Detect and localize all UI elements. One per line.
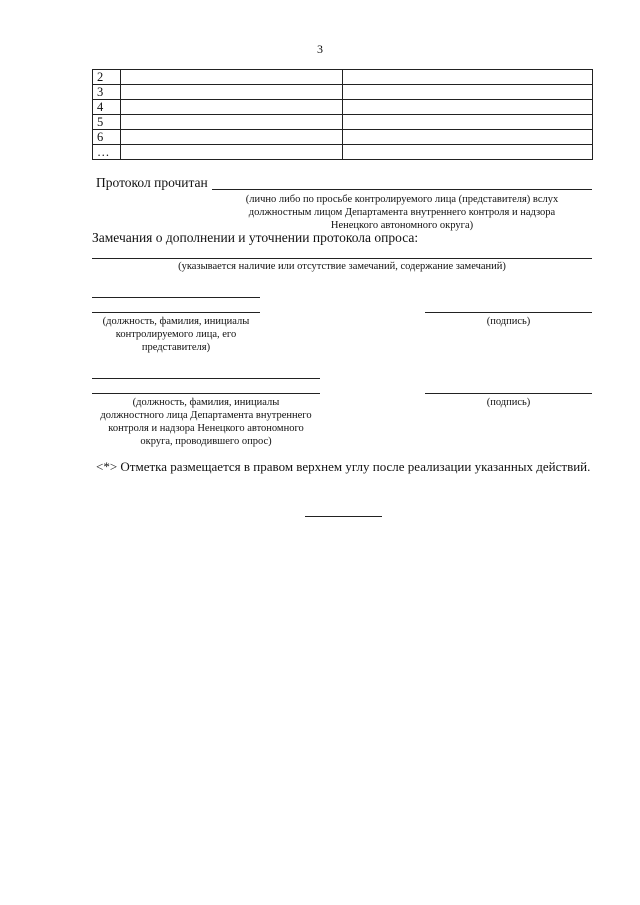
footnote: <*> Отметка размещается в правом верхнем углу после реализации указанных действий. bbox=[96, 459, 591, 474]
table-cell bbox=[343, 145, 593, 160]
remarks-line bbox=[92, 258, 592, 259]
protocol-read-line bbox=[212, 189, 592, 190]
signature2-sign-caption: (подпись) bbox=[486, 397, 531, 408]
data-table bbox=[92, 69, 593, 160]
signature1-line-top bbox=[92, 297, 260, 298]
row-number: 5 bbox=[93, 115, 121, 130]
table-cell bbox=[121, 85, 343, 100]
table-cell bbox=[121, 145, 343, 160]
table-cell bbox=[121, 100, 343, 115]
signature1-name-line bbox=[92, 312, 260, 313]
table-cell bbox=[121, 130, 343, 145]
end-rule bbox=[305, 516, 382, 517]
table-row bbox=[93, 70, 593, 85]
row-number: 2 bbox=[93, 70, 121, 85]
signature2-caption: (должность, фамилия, инициалы должностного лица Департамента внутреннего контроля и надзора Ненецкого автономного округа, проводившего опрос) bbox=[100, 397, 312, 447]
signature2-line-top bbox=[92, 378, 320, 379]
protocol-read-hint: (лично либо по просьбе контролируемого лица (представителя) вслух должностным лицом Департамента внутреннего контроля и надзора Ненецкого автономного округа) bbox=[245, 194, 559, 231]
page-number: 3 bbox=[317, 42, 323, 56]
signature1-sign-caption: (подпись) bbox=[486, 316, 531, 327]
remarks-label: Замечания о дополнении и уточнении протокола опроса: bbox=[92, 230, 419, 245]
table-cell bbox=[343, 100, 593, 115]
row-number: 3 bbox=[93, 85, 121, 100]
signature2-sign-line bbox=[425, 393, 592, 394]
signature1-caption: (должность, фамилия, инициалы контролируемого лица, его представителя) bbox=[102, 316, 250, 353]
row-number: 6 bbox=[93, 130, 121, 145]
table-cell bbox=[343, 70, 593, 85]
protocol-read-label: Протокол прочитан bbox=[96, 175, 208, 190]
table-row bbox=[93, 85, 593, 100]
table-row bbox=[93, 115, 593, 130]
remarks-hint: (указывается наличие или отсутствие замечаний, содержание замечаний) bbox=[178, 261, 506, 272]
signature2-name-line bbox=[92, 393, 320, 394]
table-cell bbox=[343, 85, 593, 100]
table-cell bbox=[121, 70, 343, 85]
table-cell bbox=[121, 115, 343, 130]
row-number: … bbox=[93, 145, 121, 160]
table-row bbox=[93, 145, 593, 160]
table-row bbox=[93, 100, 593, 115]
table-cell bbox=[343, 115, 593, 130]
row-number: 4 bbox=[93, 100, 121, 115]
signature1-sign-line bbox=[425, 312, 592, 313]
table-cell bbox=[343, 130, 593, 145]
table-row bbox=[93, 130, 593, 145]
